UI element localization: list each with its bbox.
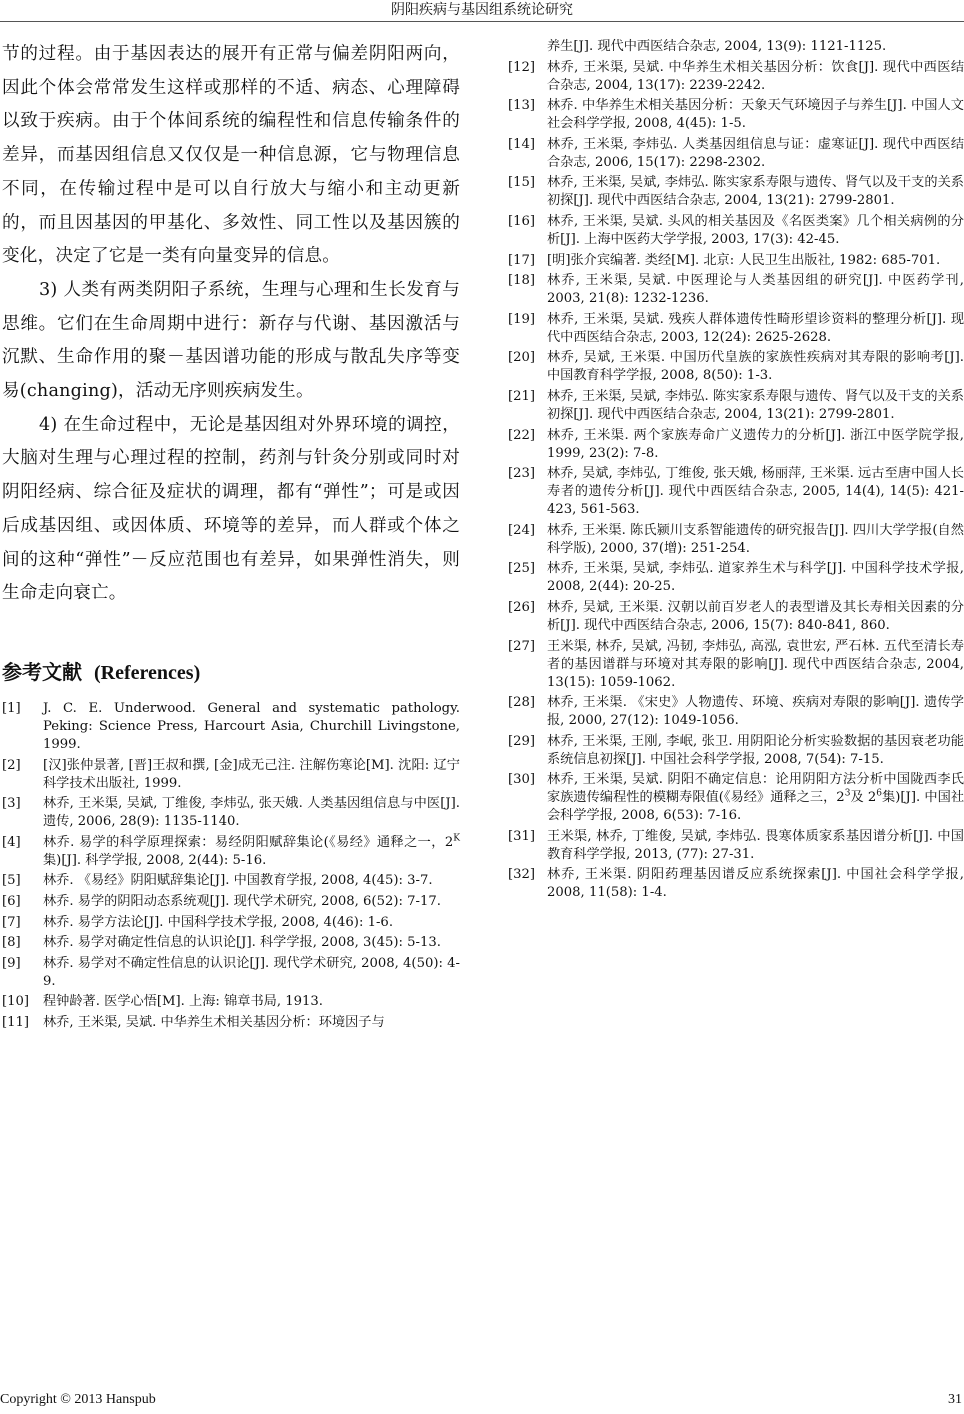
reference-item	[2, 872, 460, 890]
reference-item	[508, 465, 964, 519]
reference-text: 林乔, 王米渠, 王刚, 李岷, 张卫. 用阴阳论分析实验数据的基因衰老功能系统信息初探[J]. 中国社会科学学报, 2008, 7(54): 7-15.	[547, 733, 964, 767]
reference-number: [7]	[2, 914, 21, 930]
reference-text: 王米渠, 林乔, 丁维俊, 吴斌, 李炜弘. 畏寒体质家系基因谱分析[J]. 中国教育科学学报, 2013, (77): 27-31.	[547, 828, 964, 862]
reference-item	[2, 834, 460, 870]
reference-number: [18]	[508, 273, 536, 289]
reference-number: [6]	[2, 893, 21, 909]
reference-item	[508, 522, 964, 558]
reference-item	[508, 388, 964, 424]
reference-number: [21]	[508, 388, 536, 404]
reference-item	[508, 599, 964, 635]
reference-text: 林乔, 吴斌, 王米渠. 汉朝以前百岁老人的表型谱及其长寿相关因素的分析[J]. 现代中西医结合杂志, 2006, 15(7): 840-841, 860.	[547, 599, 964, 633]
reference-superscript: K	[453, 833, 460, 844]
reference-text: 林乔. 易学对不确定性信息的认识论[J]. 现代学术研究, 2008, 4(50): 4-9.	[43, 955, 460, 989]
reference-text: 林乔, 王米渠. 陈氏颍川支系智能遗传的研究报告[J]. 四川大学学报(自然科学版), 2000, 37(增): 251-254.	[547, 522, 964, 556]
reference-continuation: 养生[J]. 现代中西医结合杂志, 2004, 13(9): 1121-1125.	[547, 39, 887, 54]
reference-item	[508, 771, 964, 825]
reference-text: 林乔, 吴斌, 王米渠. 中国历代皇族的家族性疾病对其寿限的影响考[J]. 中国教育科学学报, 2008, 8(50): 1-3.	[547, 350, 964, 384]
reference-text: 林乔, 王米渠, 吴斌. 中华养生术相关基因分析：环境因子与	[43, 1014, 385, 1030]
reference-item	[508, 427, 964, 463]
reference-text-a: 林乔. 易学的科学原理探索：易经阴阳赋辞集论(《易经》通释之一，2	[43, 834, 454, 850]
reference-number: [26]	[508, 599, 536, 615]
reference-text-mid: 及 2	[850, 790, 877, 806]
reference-superscript: 3	[844, 788, 851, 799]
running-header: 阴阳疾病与基因组系统论研究	[0, 0, 964, 22]
references-heading-en: (References)	[94, 661, 201, 684]
reference-text: 林乔, 王米渠, 吴斌, 李炜弘. 道家养生术与科学[J]. 中国科学技术学报, 2008, 2(44): 20-25.	[547, 561, 964, 595]
reference-number: [22]	[508, 427, 536, 443]
copyright-notice: Copyright © 2013 Hanspub	[0, 1392, 156, 1407]
reference-item	[2, 757, 460, 793]
reference-text: 林乔, 王米渠. 两个家族寿命广义遗传力的分析[J]. 浙江中医学院学报, 1999, 23(2): 7-8.	[547, 427, 964, 461]
reference-number: [11]	[2, 1014, 30, 1030]
reference-number: [28]	[508, 695, 536, 711]
reference-text: 林乔, 王米渠, 吴斌. 头风的相关基因及《名医类案》几个相关病例的分析[J]. 上海中医药大学学报, 2003, 17(3): 42-45.	[547, 213, 964, 247]
reference-number: [23]	[508, 466, 536, 482]
reference-number: [32]	[508, 867, 536, 883]
references-heading-cn: 参考文献	[2, 659, 82, 684]
reference-number: [1]	[2, 700, 21, 716]
reference-text-b: 集)[J]. 中国社会科学学报, 2008, 6(53): 7-16.	[547, 790, 964, 824]
reference-number: [15]	[508, 175, 536, 191]
reference-item	[508, 694, 964, 730]
reference-text: 程钟龄著. 医学心悟[M]. 上海: 锦章书局, 1913.	[43, 994, 323, 1010]
reference-item	[508, 638, 964, 692]
reference-number: [14]	[508, 136, 536, 152]
reference-number: [25]	[508, 561, 536, 577]
reference-text: 林乔, 王米渠, 吴斌. 中华养生术相关基因分析：饮食[J]. 现代中西医结合杂志, 2004, 13(17): 2239-2242.	[547, 59, 964, 93]
reference-superscript: 6	[876, 788, 883, 799]
body-paragraph-1: 节的过程。由于基因表达的展开有正常与偏差阴阳两向，因此个体会常常发生这样或那样的不适、病态、心理障碍以致于疾病。由于个体间系统的编程性和信息传输条件的差异，而基因组信息又仅仅是一种信息源，它与物理信息不同，在传输过程中是可以自行放大与缩小和主动更新的，而且因基因的甲基化、多效性、同工性以及基因簇的变化，决定了它是一类有向量变异的信息。	[2, 44, 460, 267]
reference-number: [17]	[508, 252, 536, 268]
left-column	[2, 38, 460, 1034]
reference-text: 林乔, 王米渠, 吴斌. 残疾人群体遗传性畸形望诊资料的整理分析[J]. 现代中西医结合杂志, 2003, 12(24): 2625-2628.	[547, 311, 964, 345]
reference-text-b: 集)[J]. 科学学报, 2008, 2(44): 5-16.	[43, 852, 267, 868]
references-heading	[2, 655, 460, 690]
reference-item	[508, 252, 964, 270]
reference-number: [24]	[508, 522, 536, 538]
reference-number: [8]	[2, 935, 21, 951]
reference-number: [16]	[508, 213, 536, 229]
reference-number: [29]	[508, 733, 536, 749]
reference-text: 林乔. 《易经》阴阳赋辞集论[J]. 中国教育学报, 2008, 4(45): 3-7.	[43, 873, 433, 889]
reference-number: [12]	[508, 59, 536, 75]
right-column	[508, 38, 964, 905]
reference-list-right	[508, 59, 964, 903]
reference-item	[2, 993, 460, 1011]
reference-text: 林乔, 王米渠, 吴斌, 丁维俊, 李炜弘, 张天娥. 人类基因组信息与中医[J]. 遗传, 2006, 28(9): 1135-1140.	[43, 796, 460, 830]
reference-text: 王米渠, 林乔, 吴斌, 冯韧, 李炜弘, 高泓, 袁世宏, 严石林. 五代至清长寿者的基因谱群与环境对其寿限的影响[J]. 现代中西医结合杂志, 2004, 13(15): 1059-1062.	[547, 638, 964, 690]
reference-text: [明]张介宾编著. 类经[M]. 北京: 人民卫生出版社, 1982: 685-701.	[547, 252, 941, 268]
reference-text: 林乔, 王米渠, 吴斌, 李炜弘. 陈实家系寿限与遗传、肾气以及干支的关系初探[J]. 现代中西医结合杂志, 2004, 13(21): 2799-2801.	[547, 388, 964, 422]
page-number: 31	[948, 1392, 962, 1407]
reference-item	[2, 795, 460, 831]
reference-item	[508, 272, 964, 308]
reference-text: 林乔, 王米渠, 李炜弘. 人类基因组信息与证：虚寒证[J]. 现代中西医结合杂志, 2006, 15(17): 2298-2302.	[547, 136, 964, 170]
reference-item	[508, 311, 964, 347]
reference-item	[2, 700, 460, 754]
reference-number: [10]	[2, 994, 30, 1010]
reference-number: [13]	[508, 98, 536, 114]
reference-item	[508, 59, 964, 95]
reference-text: 林乔. 中华养生术相关基因分析：天象天气环境因子与养生[J]. 中国人文社会科学学报, 2008, 4(45): 1-5.	[547, 98, 964, 132]
reference-item	[2, 955, 460, 991]
reference-number: [31]	[508, 828, 536, 844]
reference-text: 林乔, 王米渠. 《宋史》人物遗传、环境、疾病对寿限的影响[J]. 遗传学报, 2000, 27(12): 1049-1056.	[547, 695, 964, 729]
body-paragraph-2: 3) 人类有两类阴阳子系统，生理与心理和生长发育与思维。它们在生命周期中进行：新存与代谢、基因激活与沉默、生命作用的聚－基因谱功能的形成与散乱失序等变易(changing)，活动无序则疾病发生。	[2, 279, 460, 402]
reference-text: 林乔. 易学的阴阳动态系统观[J]. 现代学术研究, 2008, 6(52): 7-17.	[43, 893, 441, 909]
reference-text: 林乔, 王米渠. 阴阳药理基因谱反应系统探索[J]. 中国社会科学学报, 2008, 11(58): 1-4.	[547, 867, 964, 901]
reference-text: 林乔, 王米渠, 吴斌. 中医理论与人类基因组的研究[J]. 中医药学刊, 2003, 21(8): 1232-1236.	[547, 273, 964, 307]
reference-text: 林乔, 王米渠, 吴斌, 李炜弘. 陈实家系寿限与遗传、肾气以及干支的关系初探[J]. 现代中西医结合杂志, 2004, 13(21): 2799-2801.	[547, 175, 964, 209]
reference-item	[508, 828, 964, 864]
reference-text: 林乔. 易学对确定性信息的认识论[J]. 科学学报, 2008, 3(45): 5-13.	[43, 935, 441, 951]
reference-number: [27]	[508, 638, 536, 654]
reference-number: [3]	[2, 796, 21, 812]
reference-item	[508, 97, 964, 133]
page-footer	[0, 1390, 964, 1412]
body-paragraph-3: 4) 在生命过程中，无论是基因组对外界环境的调控，大脑对生理与心理过程的控制，药剂与针灸分别或同时对阴阳经病、综合征及症状的调理，都有“弹性”；可是或因后成基因组、或因体质、环境等的差异，而人群或个体之间的这种“弹性”－反应范围也有差异，如果弹性消失，则生命走向衰亡。	[2, 414, 460, 604]
reference-item	[508, 174, 964, 210]
reference-item	[508, 136, 964, 172]
reference-item	[508, 560, 964, 596]
reference-item	[508, 349, 964, 385]
reference-item	[2, 934, 460, 952]
reference-text: J. C. E. Underwood. General and systematic pathology. Peking: Science Press, Harcourt Asia, Churchill Livingstone, 1999.	[43, 700, 460, 752]
reference-item	[2, 1014, 460, 1032]
reference-number: [9]	[2, 955, 21, 971]
reference-item	[2, 893, 460, 911]
reference-text: [汉]张仲景著, [晋]王叔和撰, [金]成无己注. 注解伤寒论[M]. 沈阳: 辽宁科学技术出版社, 1999.	[43, 757, 460, 791]
reference-number: [20]	[508, 350, 536, 366]
reference-text: 林乔. 易学方法论[J]. 中国科学技术学报, 2008, 4(46): 1-6.	[43, 914, 394, 930]
reference-number: [4]	[2, 834, 21, 850]
reference-item	[508, 866, 964, 902]
reference-item	[508, 213, 964, 249]
reference-item	[2, 914, 460, 932]
reference-item	[508, 733, 964, 769]
reference-text-a: 林乔, 王米渠, 吴斌. 阴阳不确定信息：论用阴阳方法分析中国陇西李氏家族遗传编程性的模糊寿限值(《易经》通释之三，2	[547, 772, 964, 806]
reference-number: [5]	[2, 873, 21, 889]
reference-text: 林乔, 吴斌, 李炜弘, 丁维俊, 张天娥, 杨丽萍, 王米渠. 远古至唐中国人长寿者的遗传分析[J]. 现代中西医结合杂志, 2005, 14(4), 14(5): 421-423, 561-563.	[547, 466, 964, 518]
reference-number: [2]	[2, 757, 21, 773]
reference-number: [19]	[508, 311, 536, 327]
reference-list-left	[2, 700, 460, 1032]
reference-number: [30]	[508, 772, 536, 788]
